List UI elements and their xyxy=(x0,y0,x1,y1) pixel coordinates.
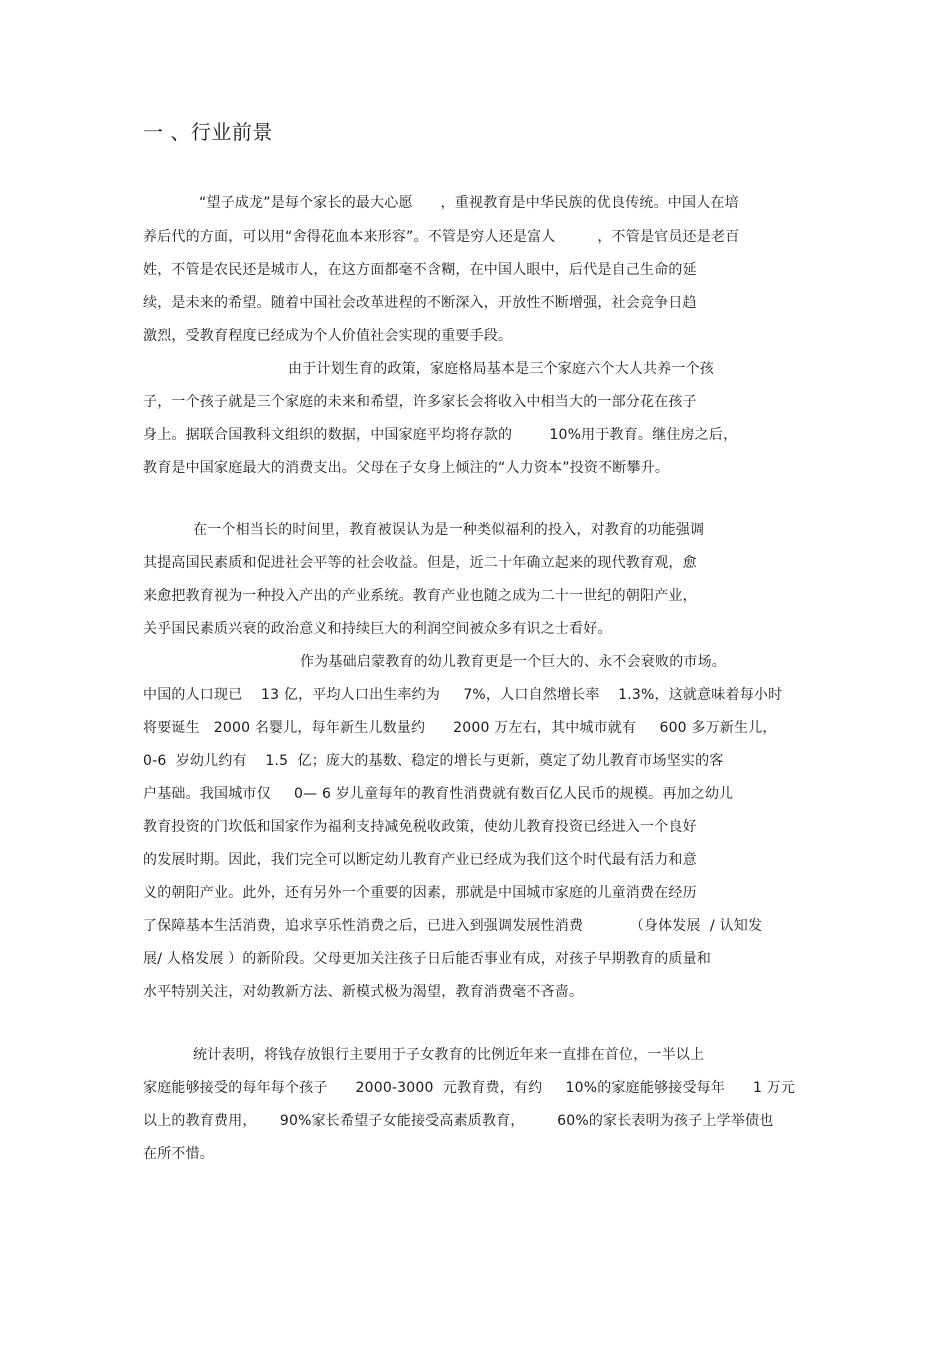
text-line: 将要诞生 2000 名婴儿，每年新生儿数量约 2000 万左右，其中城市就有 600 多万新生儿， xyxy=(143,720,777,736)
text-line: 来愈把教育视为一种投入产出的产业系统。教育产业也随之成为二十一世纪的朝阳产业， xyxy=(143,588,697,604)
text-line: 在一个相当长的时间里，教育被误认为是一种类似福利的投入，对教育的功能强调 xyxy=(193,522,705,538)
text-line: 由于计划生育的政策，家庭格局基本是三个家庭六个大人共养一个孩 xyxy=(288,361,714,377)
text-line: 养后代的方面，可以用“舍得花血本来形容”。不管是穷人还是富人 ，不管是官员还是老百 xyxy=(143,229,740,245)
text-line: 教育是中国家庭最大的消费支出。父母在子女身上倾注的“人力资本”投资不断攀升。 xyxy=(143,460,670,476)
text-line: 在所不惜。 xyxy=(143,1146,214,1162)
text-line: 统计表明，将钱存放银行主要用于子女教育的比例近年来一直排在首位，一半以上 xyxy=(193,1047,705,1063)
text-line: “望子成龙”是每个家长的最大心愿 ，重视教育是中华民族的优良传统。中国人在培 xyxy=(199,195,739,211)
text-line: 了保障基本生活消费，追求享乐性消费之后，已进入到强调发展性消费 （身体发展 / 认知发 xyxy=(143,918,763,934)
text-line: 水平特别关注，对幼教新方法、新模式极为渴望，教育消费毫不吝啬。 xyxy=(143,984,584,1000)
text-line: 激烈，受教育程度已经成为个人价值社会实现的重要手段。 xyxy=(143,328,513,344)
text-line: 户基础。我国城市仅 0— 6 岁儿童每年的教育性消费就有数百亿人民币的规模。再加之幼儿 xyxy=(143,786,734,802)
text-line: 身上。据联合国教科文组织的数据，中国家庭平均将存款的 10%用于教育。继住房之后， xyxy=(143,427,738,443)
text-line: 姓，不管是农民还是城市人，在这方面都毫不含糊，在中国人眼中，后代是自己生命的延 xyxy=(143,262,697,278)
text-line: 其提高国民素质和促进社会平等的社会收益。但是，近二十年确立起来的现代教育观，愈 xyxy=(143,555,697,571)
text-line: 的发展时期。因此，我们完全可以断定幼儿教育产业已经成为我们这个时代最有活力和意 xyxy=(143,852,697,868)
text-line: 义的朝阳产业。此外，还有另外一个重要的因素，那就是中国城市家庭的儿童消费在经历 xyxy=(143,885,697,901)
text-line: 中国的人口现已 13 亿，平均人口出生率约为 7%，人口自然增长率 1.3%，这就意味着每小时 xyxy=(143,687,783,703)
text-line: 家庭能够接受的每年每个孩子 2000-3000 元教育费，有约 10%的家庭能够接受每年 1 万元 xyxy=(143,1080,796,1096)
text-line: 作为基础启蒙教育的幼儿教育更是一个巨大的、永不会衰败的市场。 xyxy=(300,654,726,670)
text-line: 以上的教育费用， 90%家长希望子女能接受高素质教育， 60%的家长表明为孩子上学举债也 xyxy=(143,1113,774,1129)
text-line: 教育投资的门坎低和国家作为福利支持减免税收政策，使幼儿教育投资已经进入一个良好 xyxy=(143,819,697,835)
text-line: 子，一个孩子就是三个家庭的未来和希望，许多家长会将收入中相当大的一部分花在孩子 xyxy=(143,394,697,410)
text-line: 0-6 岁幼儿约有 1.5 亿；庞大的基数、稳定的增长与更新，奠定了幼儿教育市场坚实的客 xyxy=(143,753,724,769)
text-line: 展/ 人格发展 ）的新阶段。父母更加关注孩子日后能否事业有成，对孩子早期教育的质量和 xyxy=(143,951,712,967)
text-line: 续，是未来的希望。随着中国社会改革进程的不断深入，开放性不断增强，社会竞争日趋 xyxy=(143,295,697,311)
section-heading: 一 、行业前景 xyxy=(143,120,273,144)
text-line: 关乎国民素质兴衰的政治意义和持续巨大的利润空间被众多有识之士看好。 xyxy=(143,621,612,637)
